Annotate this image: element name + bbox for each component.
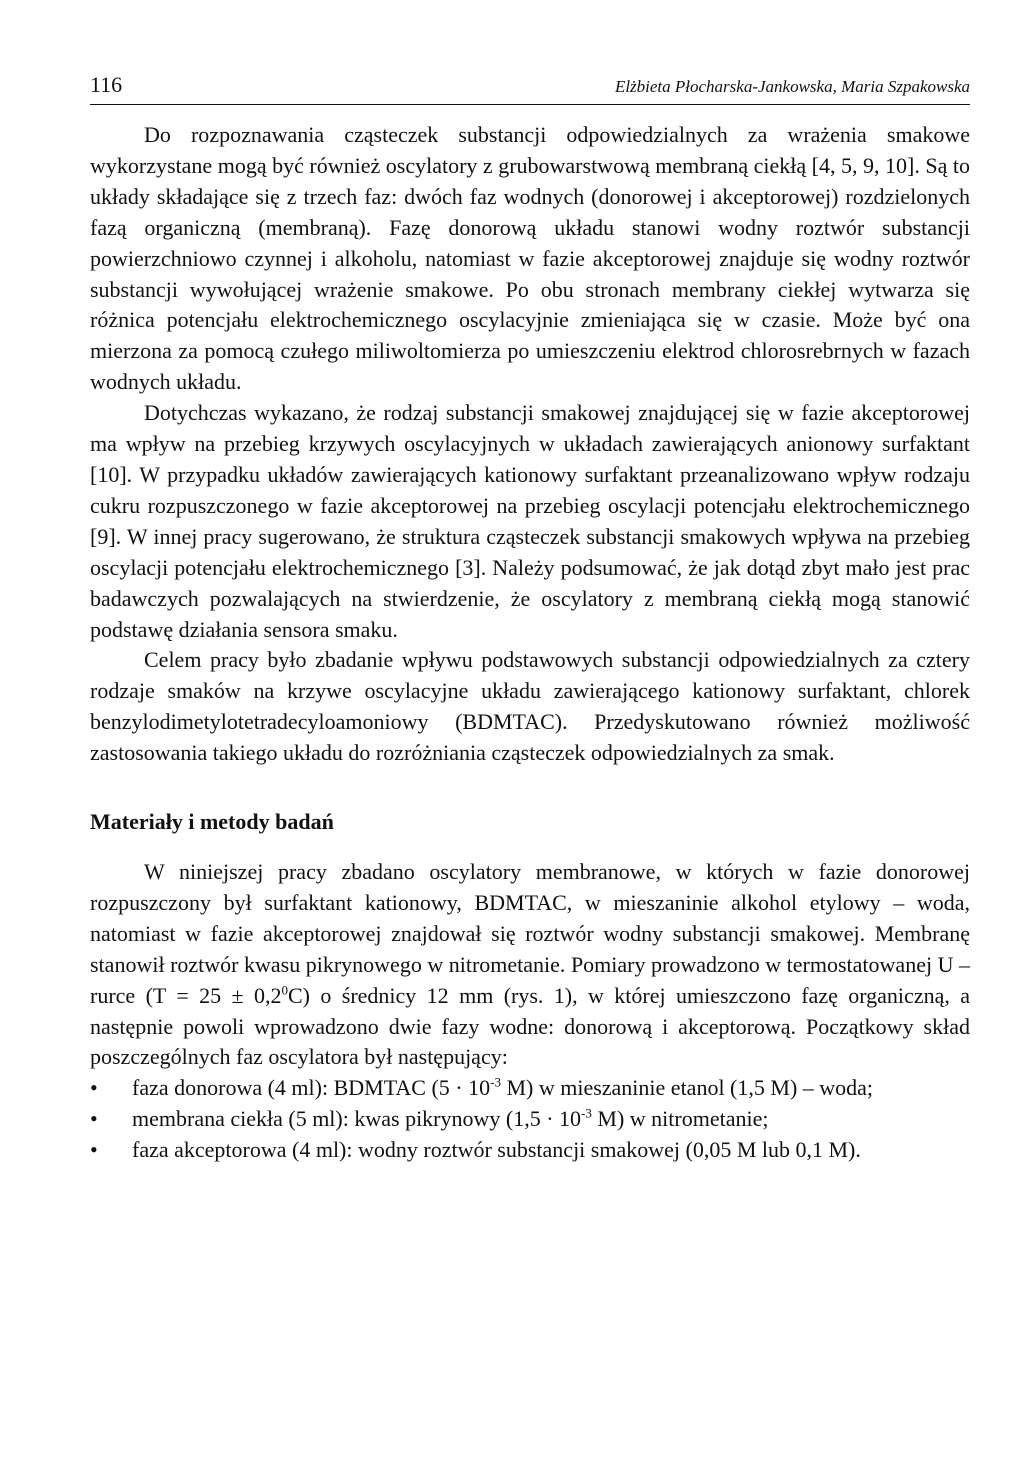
paragraph: Celem pracy było zbadanie wpływu podstawowych substancji odpowiedzialnych za cztery rodzaje smaków na krzywe oscylacyjne układu zawierającego kationowy surfaktant, chlorek benzylodimetylotetradecyloamoniowy (BDMTAC). Przedyskutowano również możliwość zastosowania takiego układu do rozróżniania cząsteczek odpowiedzialnych za smak. <box>90 647 970 766</box>
page-number: 116 <box>90 72 123 97</box>
paragraph <box>90 857 970 1073</box>
body-text <box>90 120 970 1166</box>
composition-list <box>90 1073 970 1166</box>
list-item-text: M) w nitrometanie; <box>591 1106 769 1132</box>
paragraph-part: W niniejszej pracy zbadano oscylatory membranowe, w których w fazie donorowej rozpuszczony był surfaktant kationowy, BDMTAC, w mieszaninie alkohol etylowy – woda, natomiast w fazie akceptorowej znajdował się roztwór wodny substancji smakowej. Membranę stanowił roztwór kwasu pikrynowego w nitrometanie. Pomiary prowadzono w termostatowanej U – rurce (T = 25 ± 0,2 <box>90 859 970 1008</box>
running-head-authors: Elżbieta Płocharska-Jankowska, Maria Szpakowska <box>614 77 970 96</box>
paragraph: Dotychczas wykazano, że rodzaj substancji smakowej znajdującej się w fazie akceptorowej ma wpływ na przebieg krzywych oscylacyjnych w układach zawierających anionowy surfaktant [10]. W przypadku układów zawierających kationowy surfaktant przeanalizowano wpływ rodzaju cukru rozpuszczonego w fazie akceptorowej na przebieg oscylacji potencjału elektrochemicznego [9]. W innej pracy sugerowano, że struktura cząsteczek substancji smakowych wpływa na przebieg oscylacji potencjału elektrochemicznego [3]. Należy podsumować, że jak dotąd zbyt mało jest prac badawczych pozwalających na stwierdzenie, że oscylatory z membraną ciekłą mogą stanowić podstawę działania sensora smaku. <box>90 400 970 642</box>
superscript: -3 <box>490 1075 501 1091</box>
running-header <box>90 72 970 105</box>
list-item <box>90 1135 970 1166</box>
list-item-text: M) w mieszaninie etanol (1,5 M) – woda; <box>500 1075 874 1101</box>
paragraph: Do rozpoznawania cząsteczek substancji odpowiedzialnych za wrażenia smakowe wykorzystane mogą być również oscylatory z grubowarstwową membraną ciekłą [4, 5, 9, 10]. Są to układy składające się z trzech faz: dwóch faz wodnych (donorowej i akceptorowej) rozdzielonych fazą organiczną (membraną). Fazę donorową układu stanowi wodny roztwór substancji powierzchniowo czynnej i alkoholu, natomiast w fazie akceptorowej znajduje się wodny roztwór substancji wywołującej wrażenie smakowe. Po obu stronach membrany ciekłej wytwarza się różnica potencjału elektrochemicznego oscylacyjnie zmieniająca się w czasie. Może być ona mierzona za pomocą czułego miliwoltomierza po umieszczeniu elektrod chlorosrebrnych w fazach wodnych układu. <box>90 122 970 395</box>
list-item-text: membrana ciekła (5 ml): kwas pikrynowy (1,5 · 10 <box>132 1106 582 1132</box>
list-item <box>90 1073 970 1104</box>
superscript: -3 <box>581 1105 592 1121</box>
list-item-text: faza donorowa (4 ml): BDMTAC (5 · 10 <box>132 1075 491 1101</box>
section-heading: Materiały i metody badań <box>90 809 334 835</box>
paragraph-part: C) o średnicy 12 mm (rys. 1), w której umieszczono fazę organiczną, a następnie powoli wprowadzono dwie fazy wodne: donorową i akceptorową. Początkowy skład poszczególnych faz oscylatora był następujący: <box>90 982 970 1070</box>
list-item <box>90 1104 970 1135</box>
list-item-text: faza akceptorowa (4 ml): wodny roztwór substancji smakowej (0,05 M lub 0,1 M). <box>132 1137 861 1163</box>
superscript: 0 <box>281 982 288 998</box>
